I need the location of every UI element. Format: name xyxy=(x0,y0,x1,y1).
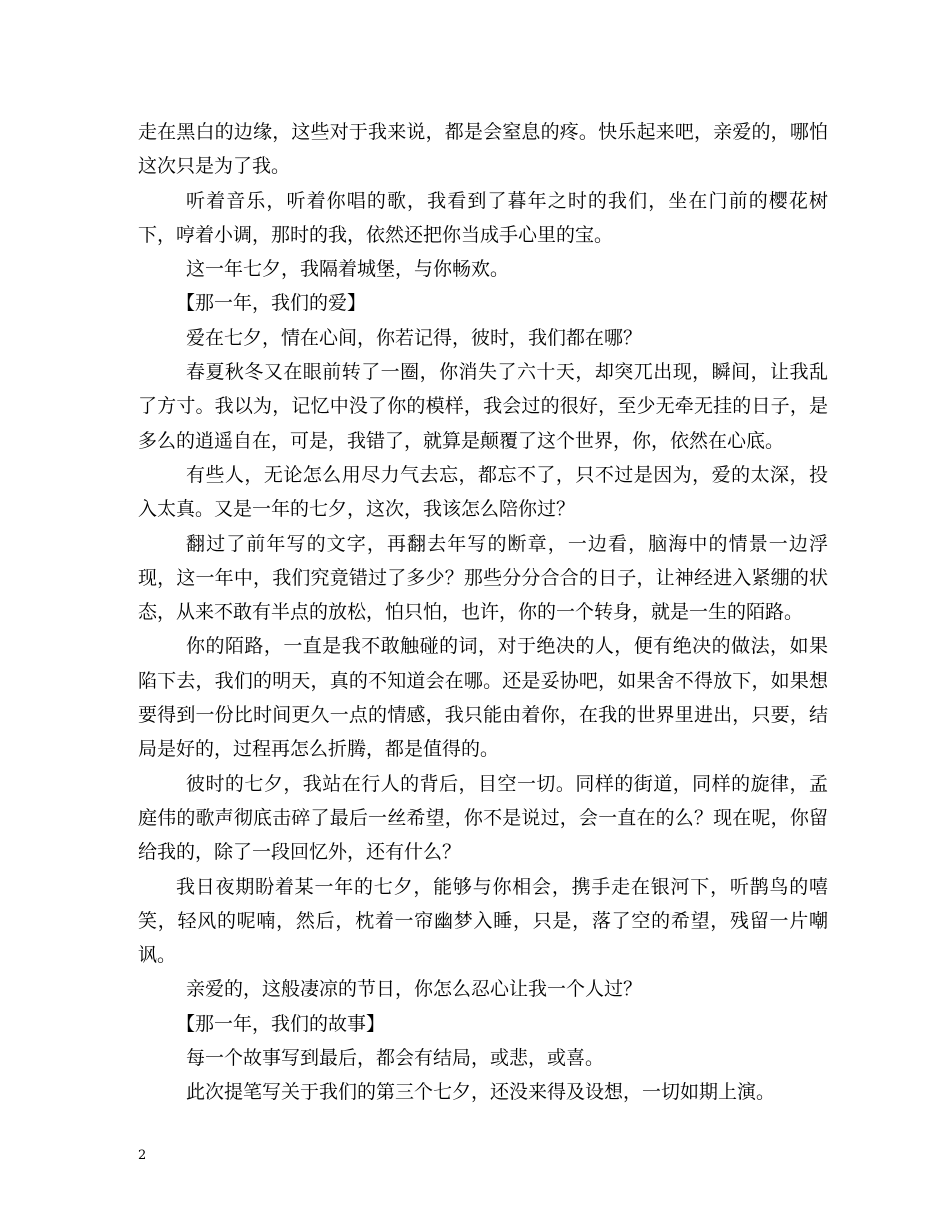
paragraph-12: 亲爱的，这般凄凉的节日，你怎么忍心让我一个人过？ xyxy=(186,978,643,1001)
paragraph-6: 春夏秋冬又在眼前转了一圈，你消失了六十天，却突兀出现，瞬间，让我乱了方寸。我以为，记忆中没了你的模样，我会过的很好，至少无牵无挂的日子，是多么的逍遥自在，可是，我错了，就算是颠覆了这个世界，你，依然在心底。 xyxy=(138,361,828,452)
section-heading-story: 【那一年，我们的故事】 xyxy=(176,1012,386,1035)
paragraph-5: 爱在七夕，情在心间，你若记得，彼时，我们都在哪？ xyxy=(186,326,643,349)
paragraph-7: 有些人，无论怎么用尽力气去忘，都忘不了，只不过是因为，爱的太深，投入太真。又是一年的七夕，这次，我该怎么陪你过？ xyxy=(138,463,828,521)
paragraph-2: 听着音乐，听着你唱的歌，我看到了暮年之时的我们，坐在门前的樱花树下，哼着小调，那时的我，依然还把你当成手心里的宝。 xyxy=(138,189,828,246)
body-text xyxy=(138,115,828,1110)
paragraph-15: 此次提笔写关于我们的第三个七夕，还没来得及设想，一切如期上演。 xyxy=(186,1081,776,1104)
paragraph-9: 你的陌路，一直是我不敢触碰的词，对于绝决的人，便有绝决的做法，如果陷下去，我们的明天，真的不知道会在哪。还是妥协吧，如果舍不得放下，如果想要得到一份比时间更久一点的情感，我只能由着你，在我的世界里进出，只要，结局是好的，过程再怎么折腾，都是值得的。 xyxy=(138,635,828,761)
paragraph-11: 我日夜期盼着某一年的七夕，能够与你相会，携手走在银河下，听鹊鸟的嘻笑，轻风的呢喃，然后，枕着一帘幽梦入睡，只是，落了空的希望，残留一片嘲讽。 xyxy=(138,875,828,967)
paragraph-1: 走在黑白的边缘，这些对于我来说，都是会窒息的疼。快乐起来吧，亲爱的，哪怕这次只是为了我。 xyxy=(138,121,828,178)
page-number: 2 xyxy=(138,1148,147,1163)
paragraph-3: 这一年七夕，我隔着城堡，与你畅欢。 xyxy=(186,258,510,281)
paragraph-14: 每一个故事写到最后，都会有结局，或悲，或喜。 xyxy=(186,1047,605,1070)
paragraph-8: 翻过了前年写的文字，再翻去年写的断章，一边看，脑海中的情景一边浮现，这一年中，我们究竟错过了多少？那些分分合合的日子，让神经进入紧绷的状态，从来不敢有半点的放松，怕只怕，也许，你的一个转身，就是一生的陌路。 xyxy=(138,532,828,624)
paragraph-10: 彼时的七夕，我站在行人的背后，目空一切。同样的街道，同样的旋律，孟庭伟的歌声彻底击碎了最后一丝希望，你不是说过，会一直在的么？现在呢，你留给我的，除了一段回忆外，还有什么？ xyxy=(138,772,828,864)
section-heading-love: 【那一年，我们的爱】 xyxy=(176,292,367,315)
